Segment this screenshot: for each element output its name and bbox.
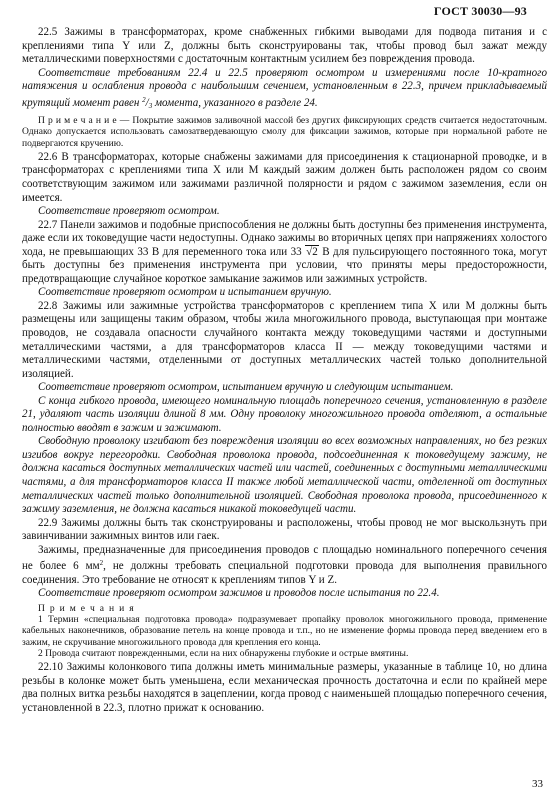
clause-22-8: 22.8 Зажимы или зажимные устройства трансформаторов с креплением типа X или M должны быть размещены или защищены таким образом, чтобы жила многожильного провода, выступающая при монтаже проводов, не создавала опасности случайного контакта между токоведущими частями и доступными металлическими частями, а для трансформаторов класса II — между токоведущими частями и металлическими частями, отделенными от доступных металлических частей только дополнительной изоляцией. [22,299,547,380]
page-body [22,26,547,715]
clause-22-9-cont: Зажимы, предназначенные для присоединения проводов с площадью номинального поперечного сечения не более 6 $мм^2$, не должны требовать специальной подготовки провода для выполнения правильного соединения. Это требование не относят к креплениям типов Y и Z. [22,543,547,586]
test-procedure-2: Свободную проволоку изгибают без повреждения изоляции во всех возможных направлениях, но без резких изгибов вокруг перегородки. Свободная проволока провода, подсоединенная к токоведущему зажиму, не должна касаться доступных металлических частей или частей, соединенных с доступными металлическими частями, а для трансформаторов класса II также любой металлической части, отделенной от доступных металлических частей только дополнительной изоляцией. Свободная проволока провода, присоединенного к зажиму заземления, не должна касаться никакой токоведущей части. [22,435,547,516]
clause-22-7: 22.7 Панели зажимов и подобные приспособления не должны быть доступны без применения инструмента, даже если их токоведущие части недоступны. Однако зажимы во вторичных цепях при напряжениях холостого хода, не превышающих 33 В для переменного тока или 33 √2 В для пульсирующего постоянного тока, могут быть доступны без применения инструмента при условии, что приняты меры предосторожности, предотвращающие случайное короткое замыкание зажимов или зажимных устройств. [22,218,547,285]
compliance-22-7: Соответствие проверяют осмотром и испытанием вручную. [38,286,332,299]
clause-22-10: 22.10 Зажимы колонкового типа должны иметь минимальные размеры, указанные в таблице 10, но длина резьбы в колонке может быть уменьшена, если механическая прочность достаточна и если по крайней мере два полных витка резьбы находятся в зацеплении, когда провод с наименьшей площадью поперечного сечения, установленной в 22.3, плотно прижат к основанию. [22,660,547,714]
compliance-22-6: Соответствие проверяют осмотром. [38,205,220,218]
note-22-5: П р и м е ч а н и е — Покрытие зажимов заливочной массой без других фиксирующих средств считается недостаточным. Однако допускается использовать самозатвердевающую смолу для фиксации зажимов, которые при нормальной работе не подвергаются кручению. [22,115,547,149]
compliance-22-4-22-5: Соответствие требованиям 22.4 и 22.5 проверяют осмотром и измерениями после 10-кратного натяжения и ослабления провода с наибольшим сечением, установленным в 22.3, причем прикладываемый крутящий момент равен $^2/_3$ момента, указанного в разделе 24. [22,66,547,110]
test-procedure-1: С конца гибкого провода, имеющего номинальную площадь поперечного сечения, установленную в разделе 21, удаляют часть изоляции длиной 8 мм. Одну проволоку многожильного провода отделяют, а остальные полностью вводят в зажим и зажимают. [22,394,547,434]
sqrt-symbol: √2 [306,245,318,258]
note-1: 1 Термин «специальная подготовка провода» подразумевает пропайку проволок многожильного провода, применение кабельных наконечников, образование петель на конце провода и т.п., но не изменение формы провода перед введением его в зажим, не скручивание многожильного провода для крепления его конца. [22,614,547,648]
clause-22-9: 22.9 Зажимы должны быть так сконструированы и расположены, чтобы провод не мог выскользнуть при завинчивании зажимных винтов или гаек. [22,516,547,543]
compliance-22-8: Соответствие проверяют осмотром, испытанием вручную и следующим испытанием. [38,381,454,394]
notes-heading: П р и м е ч а н и я [38,602,135,614]
clause-22-6: 22.6 В трансформаторах, которые снабжены зажимами для присоединения к стационарной проводке, и в трансформаторах с креплениями типа X или M каждый зажим должен быть расположен рядом со своим соответствующим зажимом или зажимами различной полярности и рядом с зажимом заземления, если он имеется. [22,150,547,204]
note-2: 2 Провода считают поврежденными, если на них обнаружены глубокие и острые вмятины. [38,647,409,659]
compliance-22-9: Соответствие проверяют осмотром зажимов и проводов после испытания по 22.4. [38,587,440,600]
page-number: 33 [532,778,543,790]
clause-22-5: 22.5 Зажимы в трансформаторах, кроме снабженных гибкими выводами для подвода питания и с креплениями типа Y или Z, должны быть сконструированы так, чтобы провод был зажат между металлическими поверхностями с достаточным контактным усилием без повреждения провода. [22,26,547,66]
standard-header: ГОСТ 30030—93 [433,4,527,18]
